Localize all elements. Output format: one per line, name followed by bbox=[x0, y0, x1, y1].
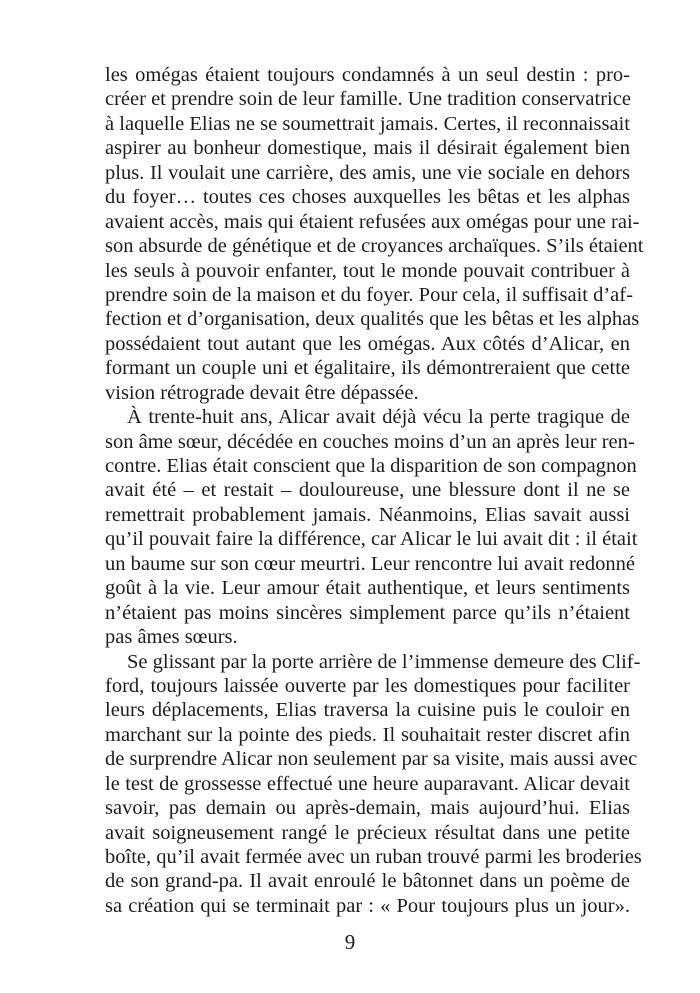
text-line: avait soigneusement rangé le précieux résultat dans une petite bbox=[105, 821, 630, 844]
text-line: prendre soin de la maison et du foyer. Pour cela, il suffisait d’af- bbox=[105, 283, 633, 306]
text-line: les omégas étaient toujours condamnés à un seul destin : pro- bbox=[105, 64, 630, 86]
text-line: boîte, qu’il avait fermée avec un ruban trouvé parmi les broderies bbox=[105, 846, 642, 868]
text-line: plus. Il voulait une carrière, des amis, une vie sociale en dehors bbox=[105, 161, 630, 184]
text-line: son âme sœur, décédée en couches moins d’un an après leur ren- bbox=[105, 430, 635, 453]
text-line: Se glissant par la porte arrière de l’immense demeure des Clif- bbox=[127, 650, 641, 673]
text-line: contre. Elias était conscient que la disparition de son compagnon bbox=[105, 455, 637, 477]
text-line: remettrait probablement jamais. Néanmoins, Elias savait aussi bbox=[105, 503, 630, 526]
text-line: le test de grossesse effectué une heure auparavant. Alicar devait bbox=[105, 772, 630, 795]
text-line: leurs déplacements, Elias traversa la cuisine puis le couloir en bbox=[105, 699, 630, 722]
text-line: formant un couple uni et égalitaire, ils démontreraient que cette bbox=[105, 357, 630, 380]
text-line: de son grand-pa. Il avait enroulé le bâtonnet dans un poème de bbox=[105, 870, 630, 893]
text-line: avaient accès, mais qui étaient refusées aux omégas pour une rai- bbox=[105, 210, 640, 233]
text-line: son absurde de génétique et de croyances archaïques. S’ils étaient bbox=[105, 235, 644, 258]
text-line: savoir, pas demain ou après-demain, mais aujourd’hui. Elias bbox=[105, 797, 630, 820]
text-line: marchant sur la pointe des pieds. Il souhaitait rester discret afin bbox=[105, 723, 630, 746]
paragraph-3 bbox=[105, 650, 642, 919]
text-line: sa création qui se terminait par : « Pour toujours plus un jour». bbox=[105, 894, 630, 917]
paragraph-2 bbox=[105, 405, 638, 649]
text-line: du foyer… toutes ces choses auxquelles les bêtas et les alphas bbox=[105, 186, 630, 209]
body-text bbox=[105, 63, 644, 918]
text-line: un baume sur son cœur meurtri. Leur rencontre lui avait redonné bbox=[105, 552, 635, 575]
text-line: qu’il pouvait faire la différence, car Alicar le lui avait dit : il était bbox=[105, 528, 638, 551]
text-line: ford, toujours laissée ouverte par les domestiques pour faciliter bbox=[105, 674, 630, 697]
text-line: créer et prendre soin de leur famille. Une tradition conservatrice bbox=[105, 88, 631, 111]
text-line: à laquelle Elias ne se soumettrait jamais. Certes, il reconnaissait bbox=[105, 112, 630, 135]
paragraph-1 bbox=[105, 63, 644, 405]
text-line: aspirer au bonheur domestique, mais il désirait également bien bbox=[105, 137, 630, 160]
text-line: possédaient tout autant que les omégas. Aux côtés d’Alicar, en bbox=[105, 332, 630, 355]
text-line: de surprendre Alicar non seulement par sa visite, mais aussi avec bbox=[105, 748, 638, 771]
text-line: vision rétrograde devait être dépassée. bbox=[105, 381, 419, 404]
text-line: pas âmes sœurs. bbox=[105, 626, 238, 649]
page-number: 9 bbox=[344, 930, 356, 954]
text-line: goût à la vie. Leur amour était authentique, et leurs sentiments bbox=[105, 577, 630, 600]
text-line: les seuls à pouvoir enfanter, tout le monde pouvait contribuer à bbox=[105, 259, 630, 282]
text-line: n’étaient pas moins sincères simplement parce qu’ils n’étaient bbox=[105, 601, 630, 624]
text-line: avait été – et restait – douloureuse, une blessure dont il ne se bbox=[105, 479, 630, 502]
text-line: À trente-huit ans, Alicar avait déjà vécu la perte tragique de bbox=[127, 406, 630, 429]
text-line: fection et d’organisation, deux qualités que les bêtas et les alphas bbox=[105, 308, 640, 331]
